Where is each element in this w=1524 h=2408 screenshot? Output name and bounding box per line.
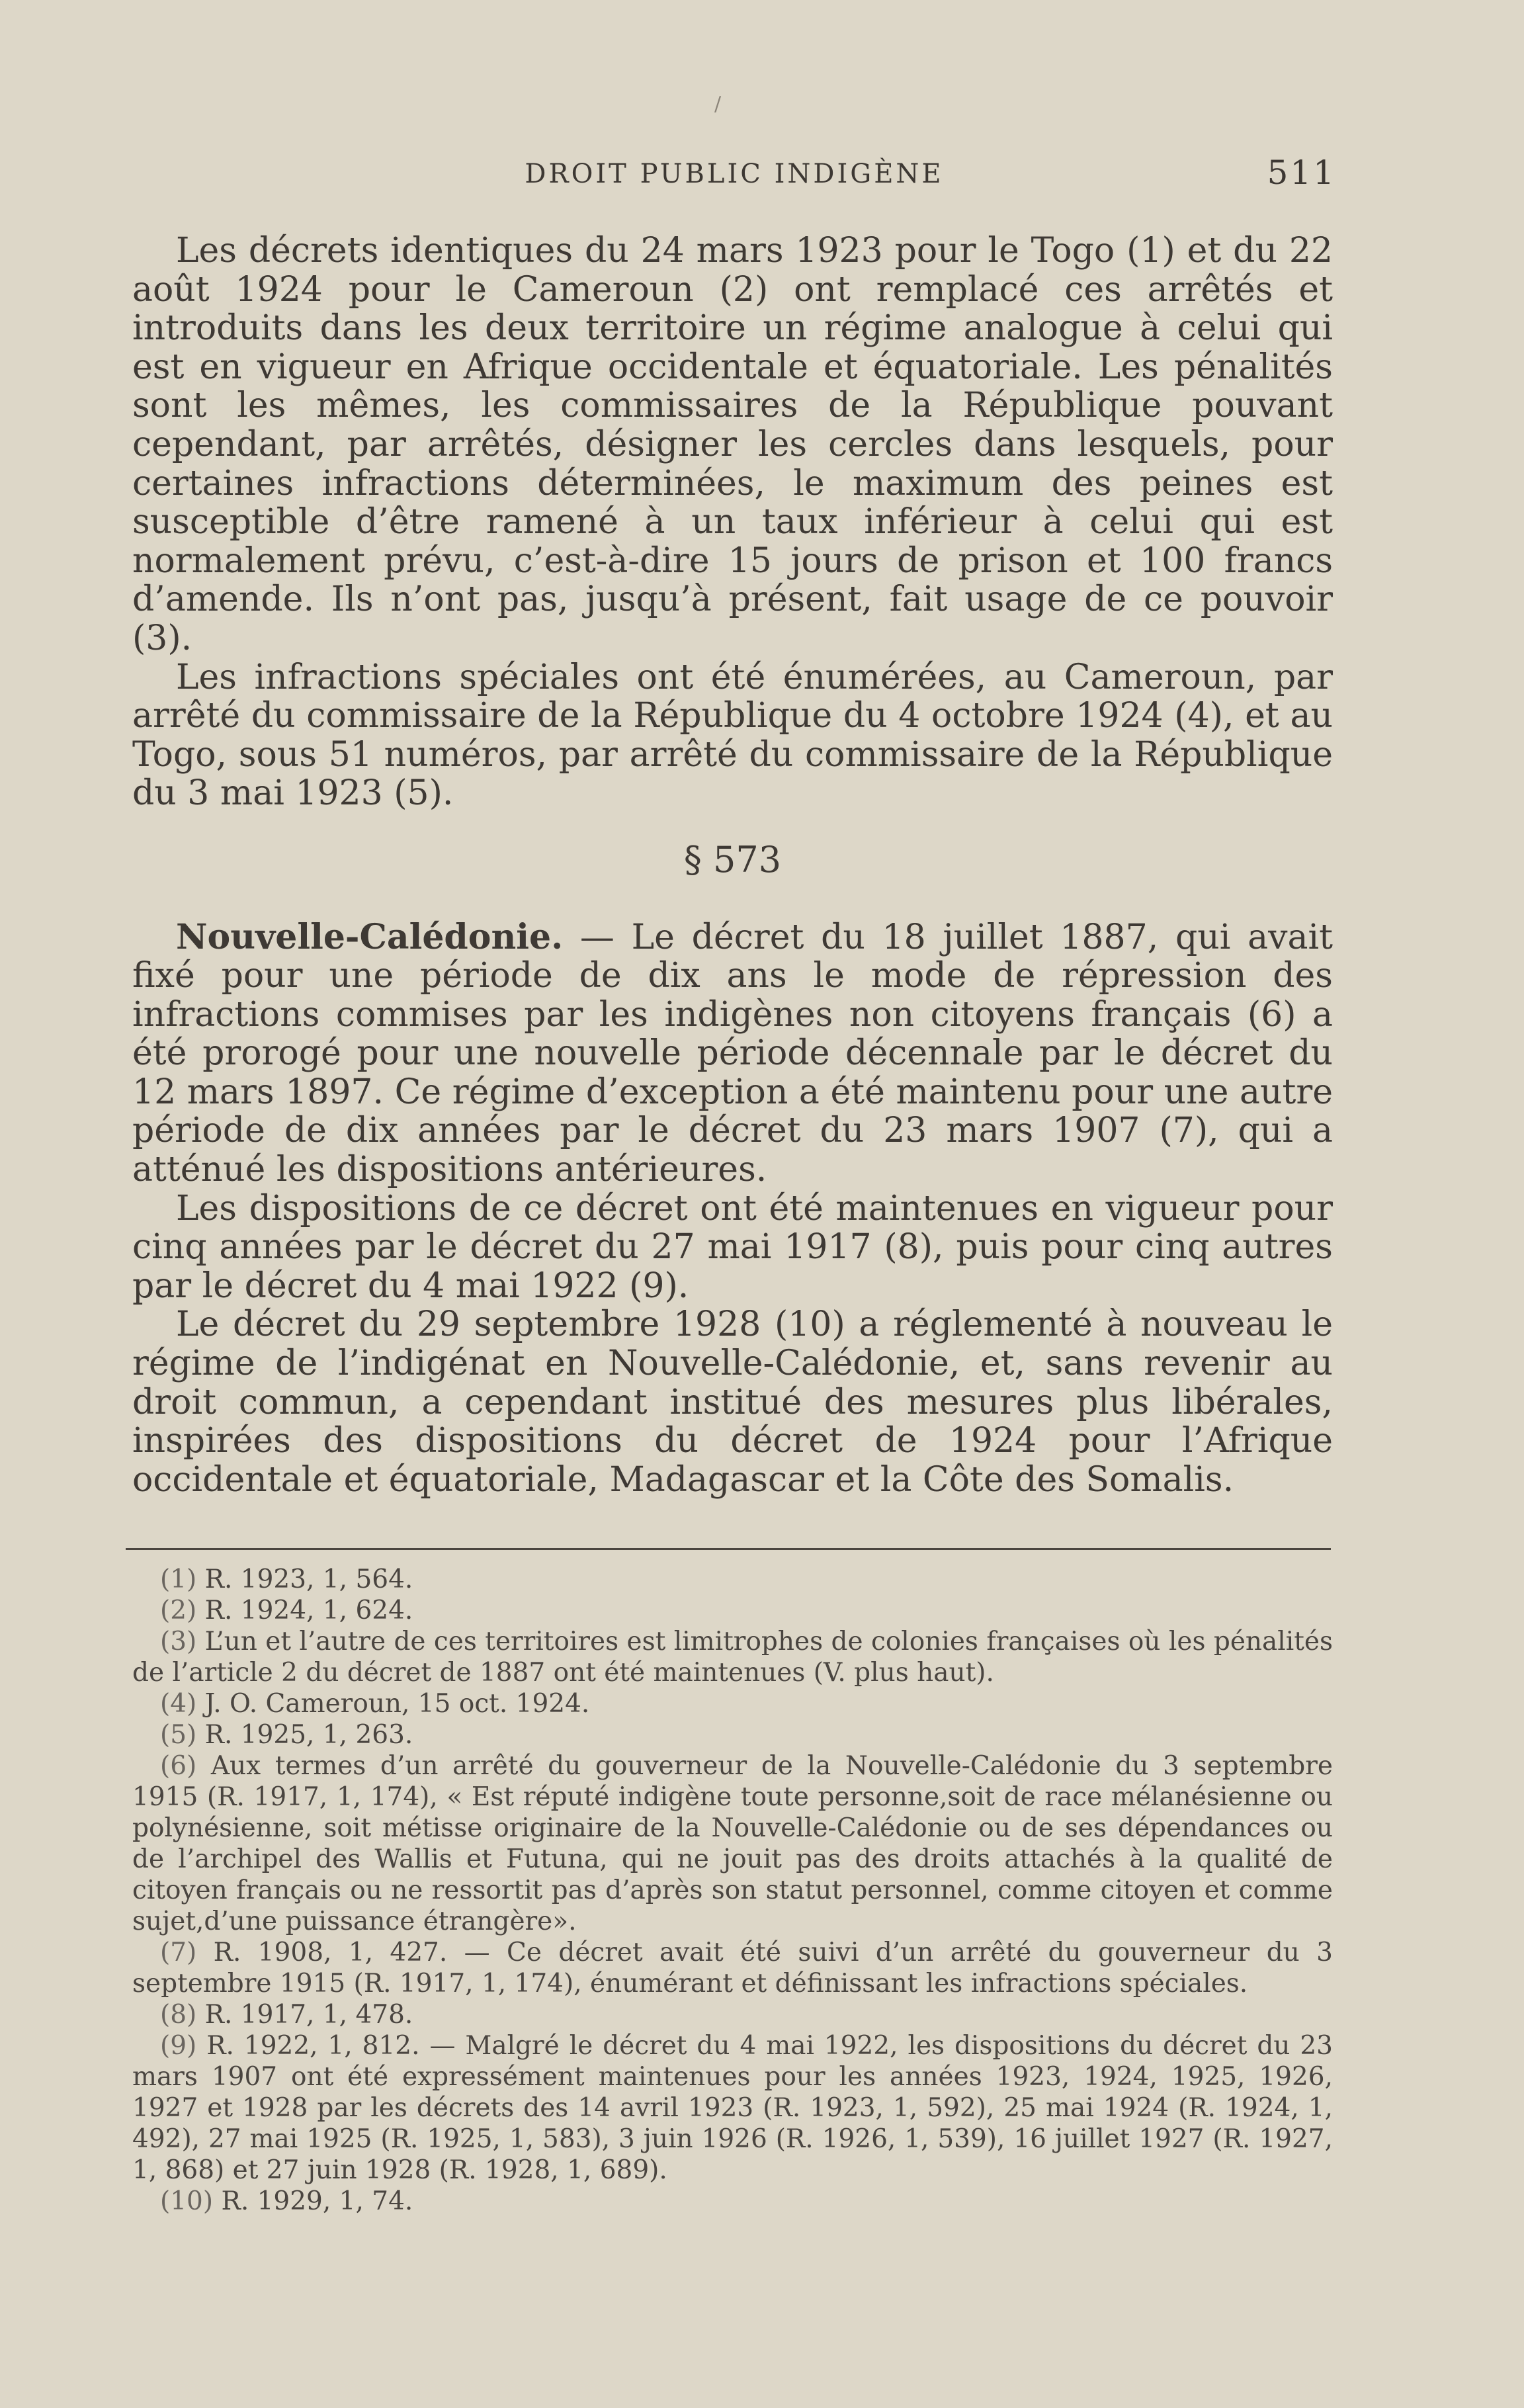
footnote [132, 1999, 1333, 2030]
running-title: DROIT PUBLIC INDIGÈNE [525, 159, 944, 189]
footnote-text: R. 1925, 1, 263. [196, 1720, 413, 1750]
footnote-text: R. 1923, 1, 564. [196, 1565, 413, 1594]
footnote-number: (10) [160, 2186, 214, 2216]
footnote [132, 2186, 1333, 2217]
paragraph-4: Les dispositions de ce décret ont été maintenues en vigueur pour cinq années par le décret du 27 mai 1917 (8), puis pour cinq autres par le décret du 4 mai 1922 (9). [132, 1188, 1333, 1306]
footnote-number: (6) [160, 1751, 197, 1781]
footnote-text: R. 1924, 1, 624. [196, 1596, 413, 1625]
paragraph-2: Les infractions spéciales ont été énumérées, au Cameroun, par arrêté du commissaire de la République du 4 octobre 1924 (4), et au Togo, sous 51 numéros, par arrêté du commissaire de la République du 3 mai 1923 (5). [132, 657, 1333, 814]
footnote-text: R. 1922, 1, 812. — Malgré le décret du 4 mai 1922, les dispositions du décret du 23 mars 1907 ont été expressément maintenues pour les années 1923, 1924, 1925, 1926, 1927 et 1928 par les décrets des 14 avril 1923 (R. 1923, 1, 592), 25 mai 1924 (R. 1924, 1, 492), 27 mai 1925 (R. 1925, 1, 583), 3 juin 1926 (R. 1926, 1, 539), 16 juillet 1927 (R. 1927, 1, 868) et 27 juin 1928 (R. 1928, 1, 689). [132, 2031, 1333, 2185]
footnote-number: (9) [160, 2031, 197, 2061]
main-text [132, 232, 1333, 1499]
footnote-number: (3) [160, 1627, 197, 1656]
footnote-text: R. 1929, 1, 74. [213, 2186, 413, 2216]
footnote-text: R. 1908, 1, 427. — Ce décret avait été suivi d’un arrêté du gouverneur du 3 septembre 1915 (R. 1917, 1, 174), énumérant et définissant les infractions spéciales. [132, 1938, 1333, 1999]
paragraph-3 [132, 918, 1333, 1189]
footnote-number: (1) [160, 1565, 197, 1594]
page-number: 511 [1267, 153, 1336, 192]
run-in-heading: Nouvelle-Calédonie. [176, 916, 564, 957]
footnotes [132, 1564, 1333, 2217]
footnote-number: (8) [160, 2000, 197, 2030]
footnote-number: (5) [160, 1720, 197, 1750]
section-heading: § 573 [683, 838, 782, 881]
footnote [132, 1937, 1333, 1999]
footnote [132, 2030, 1333, 2186]
footnote [132, 1719, 1333, 1750]
footnote [132, 1626, 1333, 1688]
footnote-number: (2) [160, 1596, 197, 1625]
paragraph-5: Le décret du 29 septembre 1928 (10) a réglementé à nouveau le régime de l’indigénat en Nouvelle-Calédonie, et, sans revenir au droit commun, a cependant institué des mesures plus libérales, inspirées des dispositions du décret de 1924 pour l’Afrique occidentale et équatoriale, Madagascar et la Côte des Somalis. [132, 1305, 1333, 1500]
footnote-rule [126, 1548, 1331, 1550]
footnote [132, 1750, 1333, 1937]
page-mark: / [714, 93, 722, 116]
footnote-text: R. 1917, 1, 478. [196, 2000, 413, 2030]
paragraph-1: Les décrets identiques du 24 mars 1923 pour le Togo (1) et du 22 août 1924 pour le Cameroun (2) ont remplacé ces arrêtés et introduits dans les deux territoire un régime analogue à celui qui est en vigueur en Afrique occidentale et équatoriale. Les pénalités sont les mêmes, les commissaires de la République pouvant cependant, par arrêtés, désigner les cercles dans lesquels, pour certaines infractions déterminées, le maximum des peines est susceptible d’être ramené à un taux inférieur à celui qui est normalement prévu, c’est-à-dire 15 jours de prison et 100 francs d’amende. Ils n’ont pas, jusqu’à présent, fait usage de ce pouvoir (3). [132, 231, 1333, 658]
footnote-text: L’un et l’autre de ces territoires est limitrophes de colonies françaises où les pénalités de l’article 2 du décret de 1887 ont été maintenues (V. plus haut). [132, 1627, 1333, 1688]
footnote-number: (7) [160, 1938, 197, 1967]
footnote [132, 1595, 1333, 1626]
footnote-text: Aux termes d’un arrêté du gouverneur de la Nouvelle-Calédonie du 3 septembre 1915 (R. 1917, 1, 174), « Est réputé indigène toute personne,soit de race mélanésienne ou polynésienne, soit métisse originaire de la Nouvelle-Calédonie ou de ses dépendances ou de l’archipel des Wallis et Futuna, qui ne jouit pas des droits attachés à la qualité de citoyen français ou ne ressortit pas d’après son statut personnel, comme citoyen et comme sujet,d’une puissance étrangère». [132, 1751, 1333, 1936]
footnote [132, 1688, 1333, 1719]
paragraph-3-text: — Le décret du 18 juillet 1887, qui avait fixé pour une période de dix ans le mode de répression des infractions commises par les indigènes non citoyens français (6) a été prorogé pour une nouvelle période décennale par le décret du 12 mars 1897. Ce régime d’exception a été maintenu pour une autre période de dix années par le décret du 23 mars 1907 (7), qui a atténué les dispositions antérieures. [132, 917, 1333, 1190]
page-header [132, 153, 1336, 205]
footnote [132, 1564, 1333, 1595]
footnote-number: (4) [160, 1689, 197, 1719]
footnote-text: J. O. Cameroun, 15 oct. 1924. [196, 1689, 590, 1719]
